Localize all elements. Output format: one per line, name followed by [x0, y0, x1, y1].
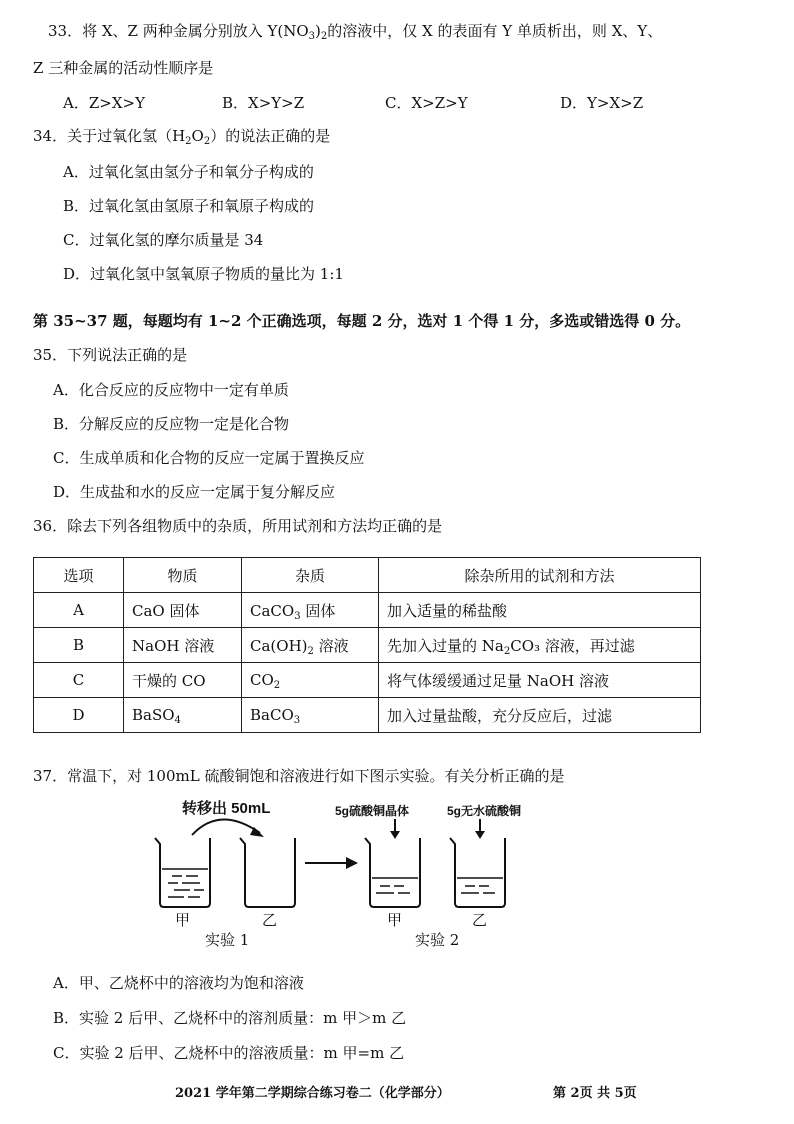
- table-row: [34, 698, 701, 733]
- q37-stem: 37．常温下，对 100mL 硫酸铜饱和溶液进行如下图示实验。有关分析正确的是: [33, 767, 565, 785]
- table-cell: BaCO$_3$: [242, 698, 379, 733]
- q36-stem: 36．除去下列各组物质中的杂质，所用试剂和方法均正确的是: [33, 517, 443, 535]
- q34-option-a: A．过氧化氢由氢分子和氧分子构成的: [63, 163, 314, 181]
- q33-option-b: B．X>Y>Z: [222, 94, 305, 112]
- q33-option-d: D．Y>X>Z: [560, 94, 644, 112]
- table-cell: D: [34, 698, 124, 733]
- table-cell: B: [34, 628, 124, 663]
- beaker-yi-exp1: [240, 838, 295, 907]
- anhydrous-label: 5g无水硫酸铜: [447, 804, 522, 818]
- q37-option-b: B．实验 2 后甲、乙烧杯中的溶剂质量：m 甲＞m 乙: [53, 1009, 407, 1027]
- table-header: 杂质: [242, 558, 379, 593]
- transfer-arrow: [192, 819, 260, 835]
- q35-option-d: D．生成盐和水的反应一定属于复分解反应: [53, 483, 336, 501]
- table-cell: 先加入过量的 $Na_2CO_3$ 溶液，再过滤: [379, 628, 701, 663]
- table-cell: BaSO$_4$: [124, 698, 242, 733]
- impurity-table: [33, 557, 701, 733]
- table-cell: CaO 固体: [124, 593, 242, 628]
- table-cell: $CO_2$: [242, 663, 379, 698]
- table-cell: 干燥的 CO: [124, 663, 242, 698]
- q37-option-a: A．甲、乙烧杯中的溶液均为饱和溶液: [53, 974, 304, 992]
- q35-stem: 35．下列说法正确的是: [33, 346, 188, 364]
- q33-stem: 33．将 X、Z 两种金属分别放入 $Y(NO_3)_2$的溶液中，仅 X 的表面有 Y 单质析出，则 X、Y、: [48, 22, 663, 42]
- table-cell: 加入过量盐酸，充分反应后，过滤: [379, 698, 701, 733]
- section-note: 第 35~37 题，每题均有 1~2 个正确选项，每题 2 分，选对 1 个得 1 分，多选或错选得 0 分。: [33, 312, 691, 330]
- table-header: 除杂所用的试剂和方法: [379, 558, 701, 593]
- table-cell: C: [34, 663, 124, 698]
- table-header-row: [34, 558, 701, 593]
- q34-option-c: C．过氧化氢的摩尔质量是 34: [63, 231, 264, 249]
- beaker-jia-exp2: [365, 838, 420, 907]
- table-row: [34, 593, 701, 628]
- label-yi-exp2: 乙: [472, 911, 488, 929]
- label-exp2: 实验 2: [415, 931, 460, 949]
- table-row: [34, 663, 701, 698]
- table-cell: 将气体缓缓通过足量 NaOH 溶液: [379, 663, 701, 698]
- q34-option-b: B．过氧化氢由氢原子和氧原子构成的: [63, 197, 315, 215]
- q35-option-a: A．化合反应的反应物中一定有单质: [53, 381, 289, 399]
- label-yi-exp1: 乙: [262, 911, 278, 929]
- table-cell: NaOH 溶液: [124, 628, 242, 663]
- q34-option-d: D．过氧化氢中氢氧原子物质的量比为 1:1: [63, 265, 344, 283]
- q35-option-b: B．分解反应的反应物一定是化合物: [53, 415, 290, 433]
- q33-option-c: C．X>Z>Y: [385, 94, 468, 112]
- crystal-label: 5g硫酸铜晶体: [335, 804, 410, 818]
- table-cell: CaCO$_3$ 固体: [242, 593, 379, 628]
- label-jia-exp1: 甲: [175, 911, 191, 929]
- table-row: [34, 628, 701, 663]
- q37-option-c: C．实验 2 后甲、乙烧杯中的溶液质量：m 甲=m 乙: [53, 1044, 405, 1062]
- q33-stem-line2: Z 三种金属的活动性顺序是: [33, 59, 214, 77]
- beaker-yi-exp2: [450, 838, 505, 907]
- table-cell: 加入适量的稀盐酸: [379, 593, 701, 628]
- label-jia-exp2: 甲: [387, 911, 403, 929]
- transfer-label: 转移出 50mL: [182, 800, 271, 817]
- label-exp1: 实验 1: [205, 931, 250, 949]
- experiment-figure: [150, 795, 570, 955]
- table-cell: $Ca(OH)_2$ 溶液: [242, 628, 379, 663]
- q33-option-a: A．Z>X>Y: [63, 94, 145, 112]
- table-cell: A: [34, 593, 124, 628]
- table-header: 物质: [124, 558, 242, 593]
- footer-title: 2021 学年第二学期综合练习卷二（化学部分）: [175, 1086, 450, 1101]
- q35-option-c: C．生成单质和化合物的反应一定属于置换反应: [53, 449, 365, 467]
- q34-stem: 34．关于过氧化氢$(H_2O_2)$的说法正确的是: [33, 127, 331, 147]
- table-header: 选项: [34, 558, 124, 593]
- footer-page: 第 2页 共 5页: [553, 1086, 637, 1101]
